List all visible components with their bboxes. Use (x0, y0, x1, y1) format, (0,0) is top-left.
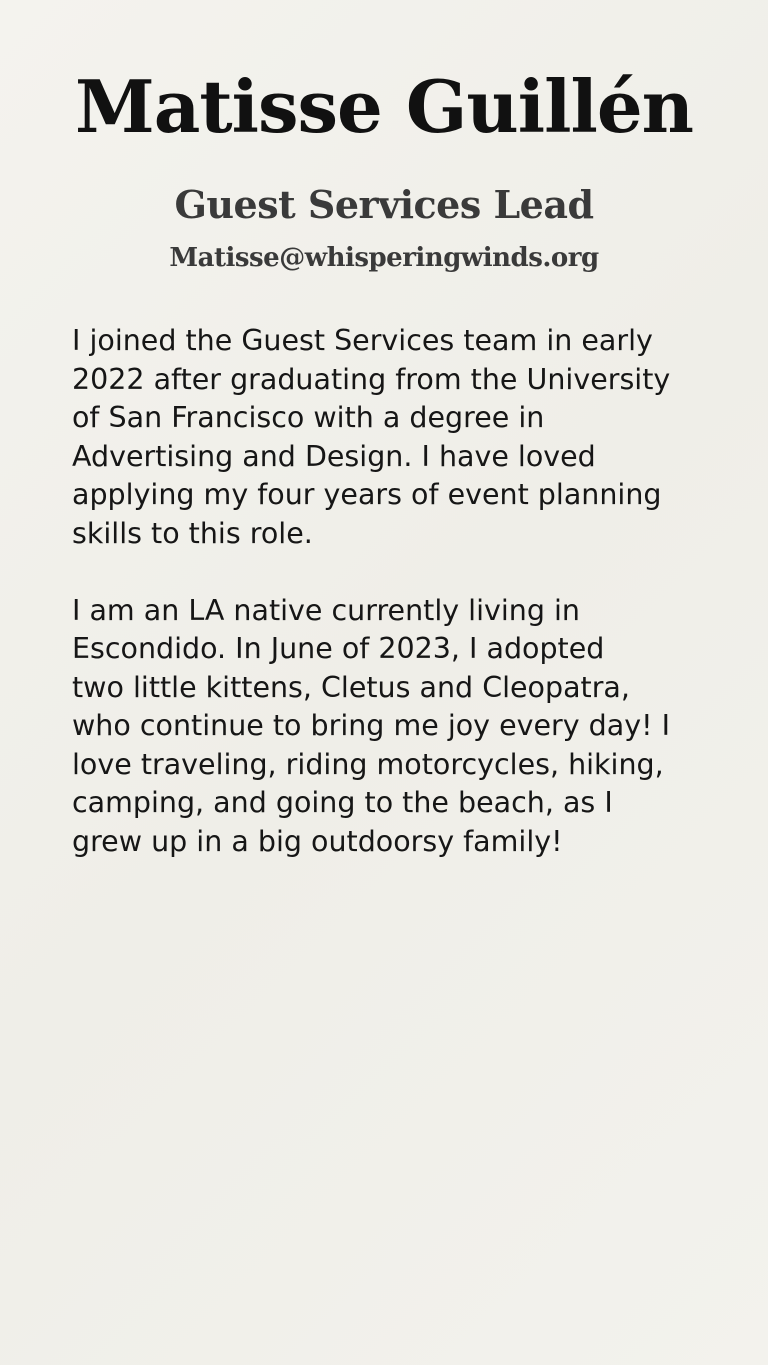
bio-section (72, 322, 712, 861)
job-title: Guest Services Lead (174, 182, 594, 227)
person-name: Matisse Guillén (75, 64, 693, 149)
bio-paragraph-personal: I am an LA native currently living in Escondido. In June of 2023, I adopted two little kittens, Cletus and Cleopatra, who continue to bring me joy every day! I love traveling, riding motorcycles, hiking, camping, and going to the beach, as I grew up in a big outdoorsy family! (72, 593, 670, 858)
bio-paragraph-career: I joined the Guest Services team in early 2022 after graduating from the University of San Francisco with a degree in Advertising and Design. I have loved applying my four years of event planning skills to this role. (72, 324, 671, 550)
email-address: Matisse@whisperingwinds.org (169, 243, 599, 273)
